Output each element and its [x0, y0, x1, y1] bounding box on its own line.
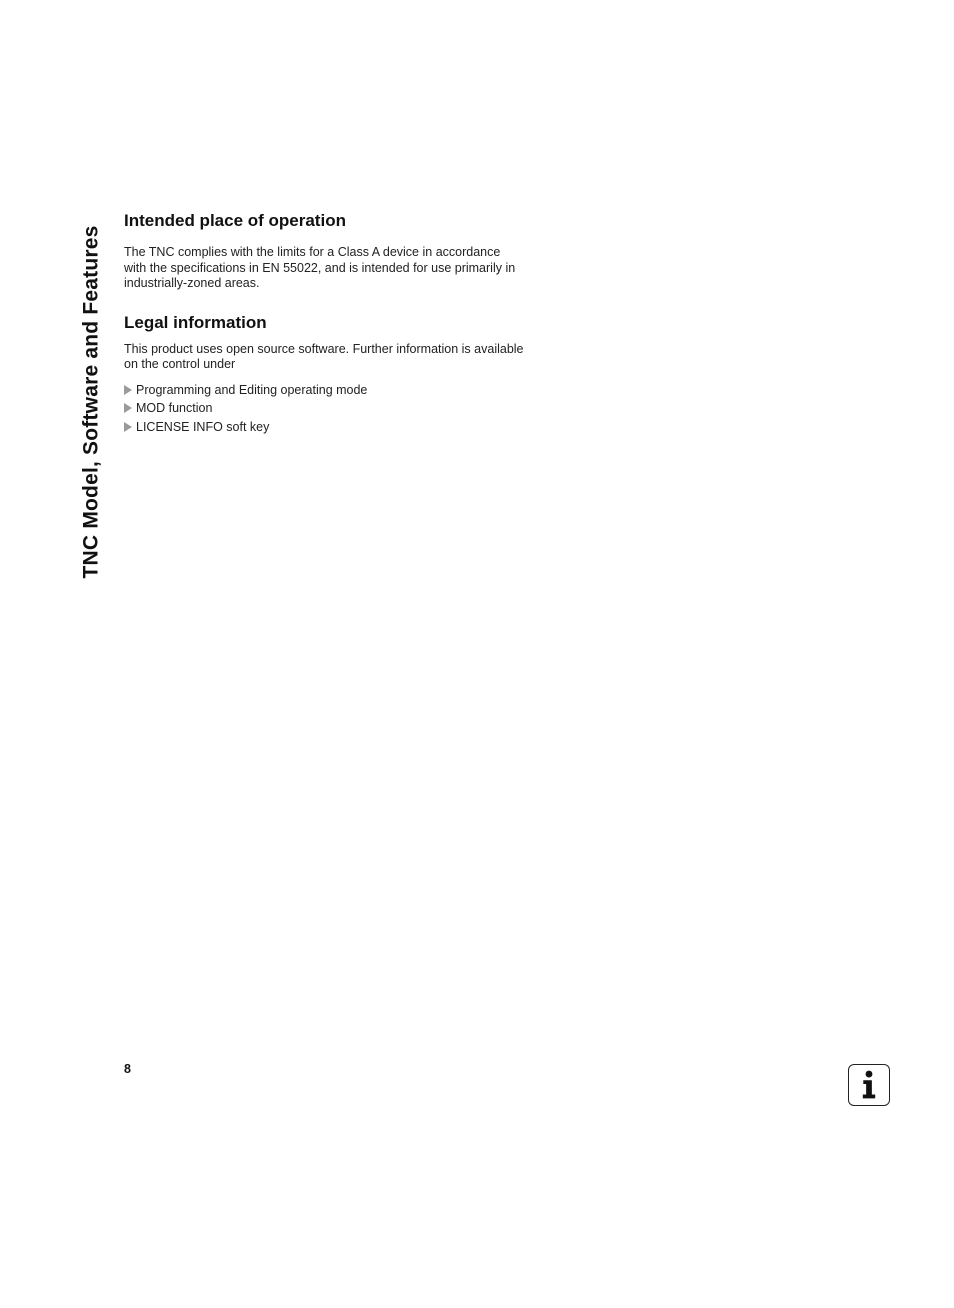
step-label: Programming and Editing operating mode — [136, 382, 368, 397]
list-item — [124, 381, 524, 400]
step-label: MOD function — [136, 401, 213, 415]
info-icon — [848, 1064, 890, 1106]
main-content — [124, 210, 524, 436]
section-heading-place-of-operation: Intended place of operation — [124, 211, 346, 230]
chapter-title: TNC Model, Software and Features — [79, 225, 103, 579]
section-heading-legal-information: Legal information — [124, 312, 267, 332]
arrow-right-icon — [124, 385, 132, 395]
arrow-right-icon — [124, 403, 132, 413]
section-body-place-of-operation: The TNC complies with the limits for a Class A device in accordance with the specifications in EN 55022, and is intended for use primarily in industrially-zoned areas. — [124, 245, 516, 290]
navigation-steps-list — [124, 381, 524, 437]
section-body-legal-information: This product uses open source software. Further information is available on the control under — [124, 341, 524, 371]
chapter-title-sidebar — [77, 212, 105, 592]
step-label: LICENSE INFO soft key — [136, 419, 270, 434]
list-item — [124, 399, 524, 418]
list-item — [124, 418, 524, 437]
page-number: 8 — [124, 1062, 131, 1076]
arrow-right-icon — [124, 422, 132, 432]
